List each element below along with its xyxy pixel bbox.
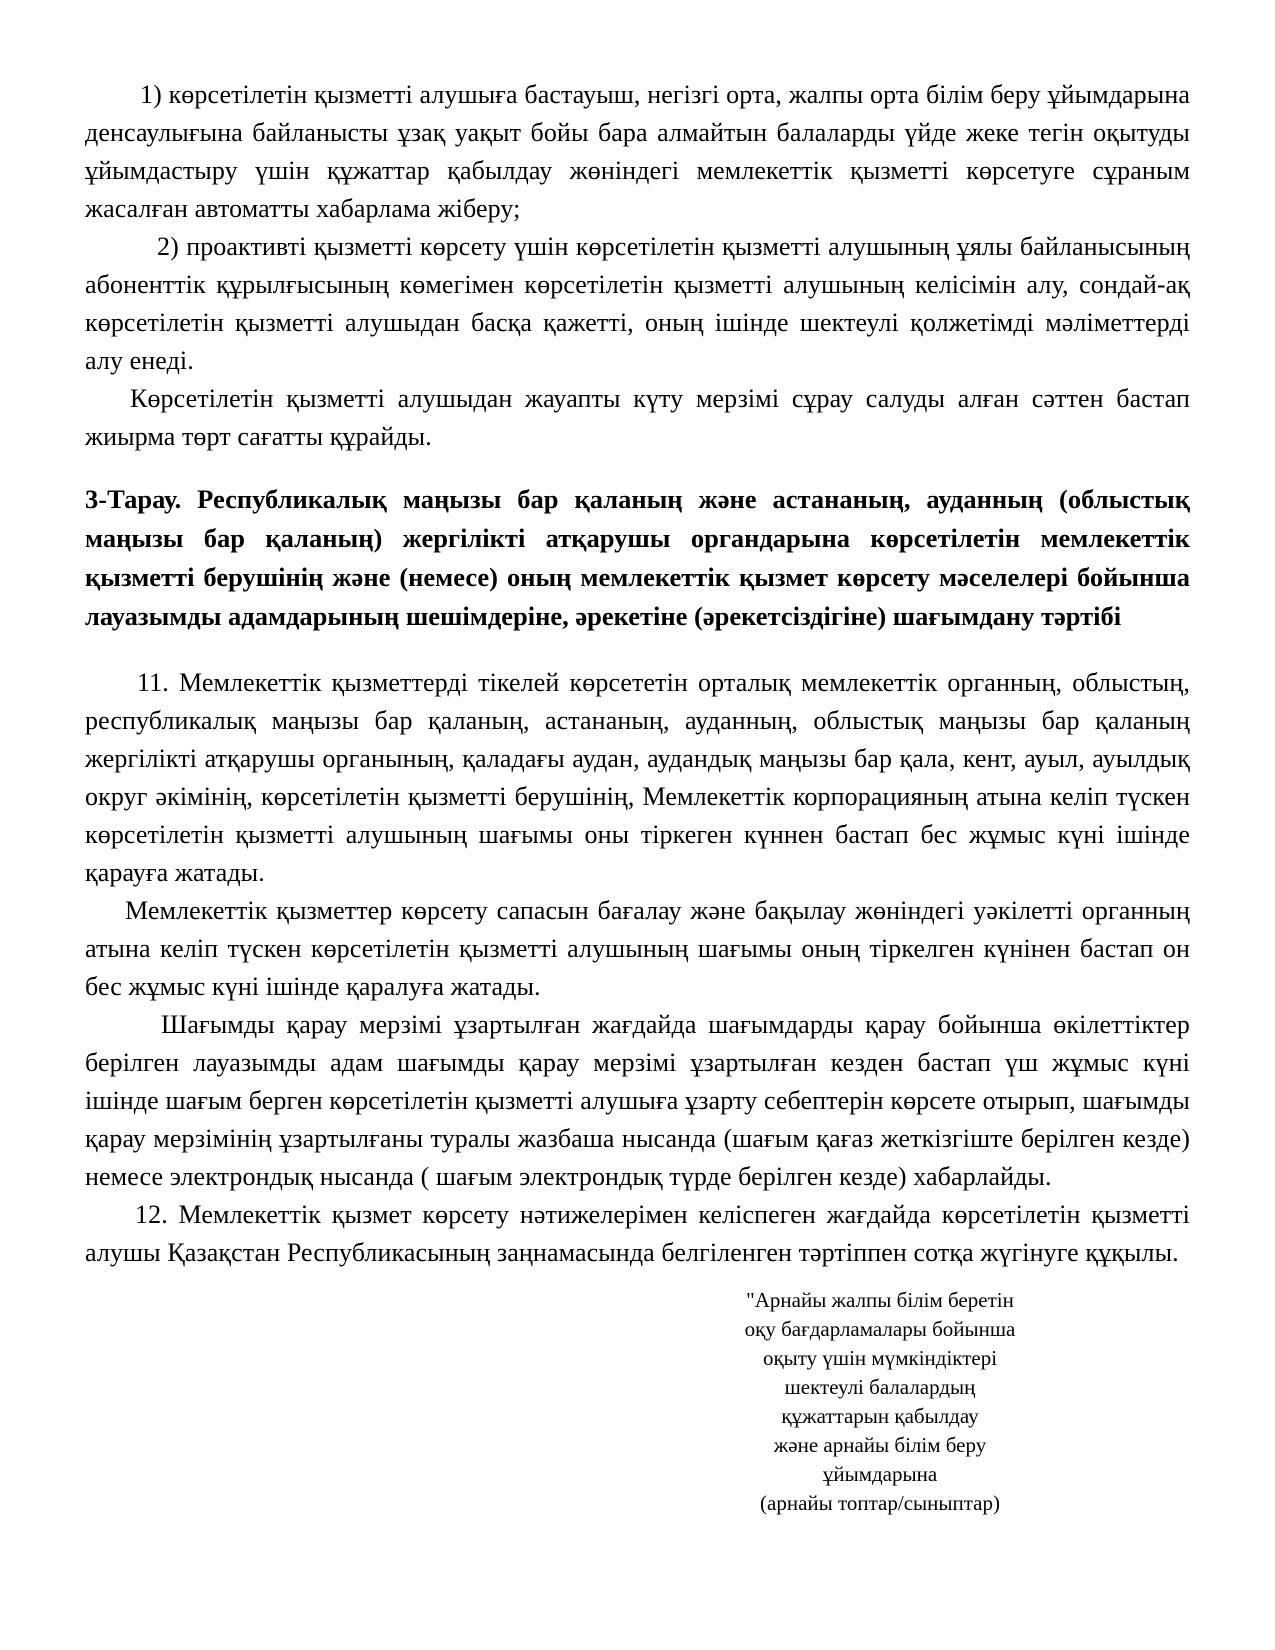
annotation-line: ұйымдарына (822, 1462, 938, 1486)
annotation-block (660, 1286, 1100, 1518)
annotation-line: шектеулі балалардың (784, 1375, 976, 1399)
paragraph-subpoint-1: 1) көрсетілетін қызметті алушыға бастауыш, негізгі орта, жалпы орта білім беру ұйымдарына денсаулығына байланысты ұзақ уақыт бойы бара алмайтын балаларды үйде жеке тегін оқытуды ұйымдастыру үшін құжаттар қабылдау жөніндегі мемлекеттік қызметті көрсетуге сұраным жасалған автоматты хабарлама жіберу; (85, 80, 1190, 223)
paragraph-subpoint-2: 2) проактивті қызметті көрсету үшін көрсетілетін қызметті алушының ұялы байланысының абоненттік құрылғысының көмегімен көрсетілетін қызметті алушының келісімін алу, сондай-ақ көрсетілетін қызметті алушыдан басқа қажетті, оның ішінде шектеулі қолжетімді мәліметтерді алу енеді. (85, 232, 1190, 375)
chapter-heading: 3-Тарау. Республикалық маңызы бар қаланың және астананың, ауданның (облыстық маңызы бар қаланың) жергілікті атқарушы органдарына көрсетілетін мемлекеттік қызметті берушінің және (немесе) оның мемлекеттік қызмет көрсету мәселелері бойынша лауазымды адамдарының шешімдеріне, әрекетіне (әрекетсіздігіне) шағымдану тәртібі (85, 484, 1190, 631)
paragraph-point-11: 11. Мемлекеттік қызметтерді тікелей көрсететін орталық мемлекеттік органның, облыстың, республикалық маңызы бар қаланың, астананың, ауданның, облыстық маңызы бар қаланың жергілікті атқарушы органының, қаладағы аудан, аудандық маңызы бар қала, кент, ауыл, ауылдық округ әкімінің, көрсетілетін қызметті берушінің, Мемлекеттік корпорацияның атына келіп түскен көрсетілетін қызметті алушының шағымы оны тіркеген күннен бастап бес жұмыс күні ішінде қарауға жатады. (85, 668, 1190, 887)
paragraph-extension-notice: Шағымды қарау мерзімі ұзартылған жағдайда шағымдарды қарау бойынша өкілеттіктер берілген лауазымды адам шағымды қарау мерзімі ұзартылған кезден бастап үш жұмыс күні ішінде шағым берген көрсетілетін қызметті алушыға ұзарту себептерін көрсете отырып, шағымды қарау мерзімінің ұзартылғаны туралы жазбаша нысанда (шағым қағаз жеткізгіште берілген кезде) немесе электрондық нысанда ( шағым электрондық түрде берілген кезде) хабарлайды. (85, 1010, 1190, 1191)
paragraph-response-time: Көрсетілетін қызметті алушыдан жауапты күту мерзімі сұрау салуды алған сәттен бастап жиырма төрт сағатты құрайды. (85, 384, 1190, 451)
annotation-line: оқыту үшін мүмкіндіктері (762, 1346, 998, 1370)
annotation-line: (арнайы топтар/сыныптар) (760, 1491, 1000, 1515)
annotation-line: оқу бағдарламалары бойынша (744, 1317, 1016, 1341)
annotation-line: құжаттарын қабылдау (781, 1404, 979, 1428)
annotation-line: және арнайы білім беру (773, 1433, 987, 1457)
paragraph-quality-authority: Мемлекеттік қызметтер көрсету сапасын бағалау және бақылау жөніндегі уәкілетті органның атына келіп түскен көрсетілетін қызметті алушының шағымы оның тіркелген күнінен бастап он бес жұмыс күні ішінде қаралуға жатады. (85, 896, 1190, 1001)
paragraph-point-12: 12. Мемлекеттік қызмет көрсету нәтижелерімен келіспеген жағдайда көрсетілетін қызметті алушы Қазақстан Республикасының заңнамасында белгіленген тәртіппен сотқа жүгінуге құқылы. (85, 1200, 1190, 1267)
annotation-line: "Арнайы жалпы білім беретін (746, 1288, 1014, 1312)
